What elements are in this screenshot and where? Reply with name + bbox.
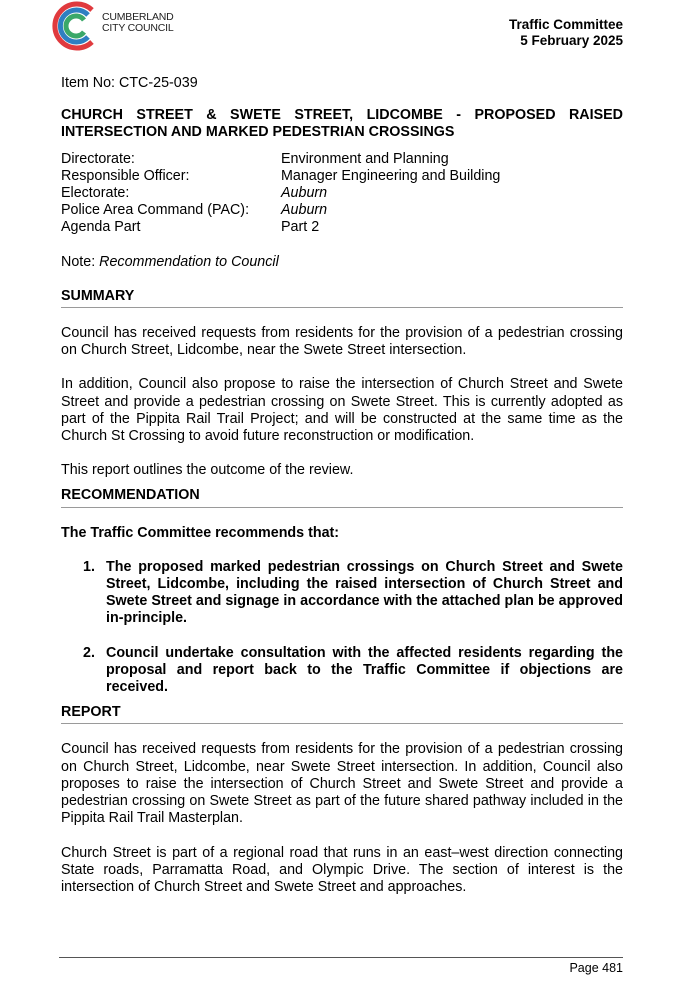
logo-line-1: CUMBERLAND (102, 11, 174, 23)
note (61, 254, 623, 271)
logo-line-2: CITY COUNCIL (102, 22, 174, 34)
council-logo-icon (52, 0, 102, 52)
meta-row (61, 219, 500, 236)
item-number: Item No: CTC-25-039 (61, 75, 198, 91)
report-paragraph: Council has received requests from residents for the provision of a pedestrian crossing on Church Street, Lidcombe, near Swete Street intersection. In addition, Council also proposes to raise the intersection of Church Street and Swete Street and provide a pedestrian crossing on Swete Street as part of the future shared pathway included in the Pippita Rail Trail Masterplan. (61, 741, 623, 827)
meta-key: Police Area Command (PAC): (61, 202, 250, 219)
summary-paragraph: Council has received requests from residents for the provision of a pedestrian crossing on Church Street, Lidcombe, near the Swete Street intersection. (61, 325, 623, 359)
meta-key: Agenda Part (61, 219, 141, 236)
meta-row (61, 185, 500, 202)
recommendation-intro: The Traffic Committee recommends that: (61, 524, 340, 541)
meta-value: Manager Engineering and Building (281, 167, 501, 184)
recommendation-number: 2. (83, 644, 95, 661)
summary-paragraph: In addition, Council also propose to raise the intersection of Church Street and Swete Street and provide a pedestrian crossing on Swete Street. This is currently adopted as part of the Pippita Rail Trail Project; and will be constructed at the same time as the Church St Crossing to avoid future reconstruction or modification. (61, 376, 623, 445)
recommendation-item (61, 559, 623, 628)
note-label: Note: (61, 253, 100, 270)
item-title: CHURCH STREET & SWETE STREET, LIDCOMBE - PROPOSED RAISED INTERSECTION AND MARKED PEDESTRIAN CROSSINGS (61, 107, 623, 141)
header-committee: Traffic Committee (508, 17, 623, 32)
meta-value: Environment and Planning (281, 150, 449, 167)
footer-divider (59, 957, 623, 958)
summary-paragraph: This report outlines the outcome of the review. (61, 462, 354, 479)
meta-row (61, 202, 500, 219)
meta-key: Electorate: (61, 185, 130, 202)
recommendation-text: The proposed marked pedestrian crossings on Church Street and Swete Street, Lidcombe, including the raised intersection of Church Street and Swete Street and signage in accordance with the attached plan be approved in-principle. (106, 558, 623, 627)
meta-value: Auburn (281, 202, 328, 219)
recommendation-list (61, 559, 623, 696)
note-text: Recommendation to Council (99, 253, 279, 270)
document-body (61, 75, 623, 913)
summary-heading: SUMMARY (61, 288, 623, 308)
meta-value: Auburn (281, 185, 328, 202)
report-heading: REPORT (61, 704, 623, 724)
report-paragraph: Church Street is part of a regional road that runs in an east–west direction connecting State roads, Parramatta Road, and Olympic Drive. The section of interest is the intersection of Church Street and Swete Street and approaches. (61, 844, 623, 895)
recommendation-item (61, 645, 623, 697)
meta-table (61, 151, 500, 237)
council-logo (52, 0, 212, 52)
page-header (509, 17, 623, 49)
meta-value: Part 2 (281, 219, 320, 236)
meta-key: Directorate: (61, 150, 135, 167)
logo-text (102, 12, 174, 34)
meta-row (61, 151, 500, 168)
recommendation-text: Council undertake consultation with the affected residents regarding the proposal and report back to the Traffic Committee if objections are received. (106, 644, 623, 696)
meta-row (61, 168, 500, 185)
recommendation-heading: RECOMMENDATION (61, 487, 623, 507)
recommendation-number: 1. (83, 558, 95, 575)
page-number: Page 481 (569, 961, 623, 975)
meta-key: Responsible Officer: (61, 167, 190, 184)
header-date: 5 February 2025 (520, 33, 623, 48)
